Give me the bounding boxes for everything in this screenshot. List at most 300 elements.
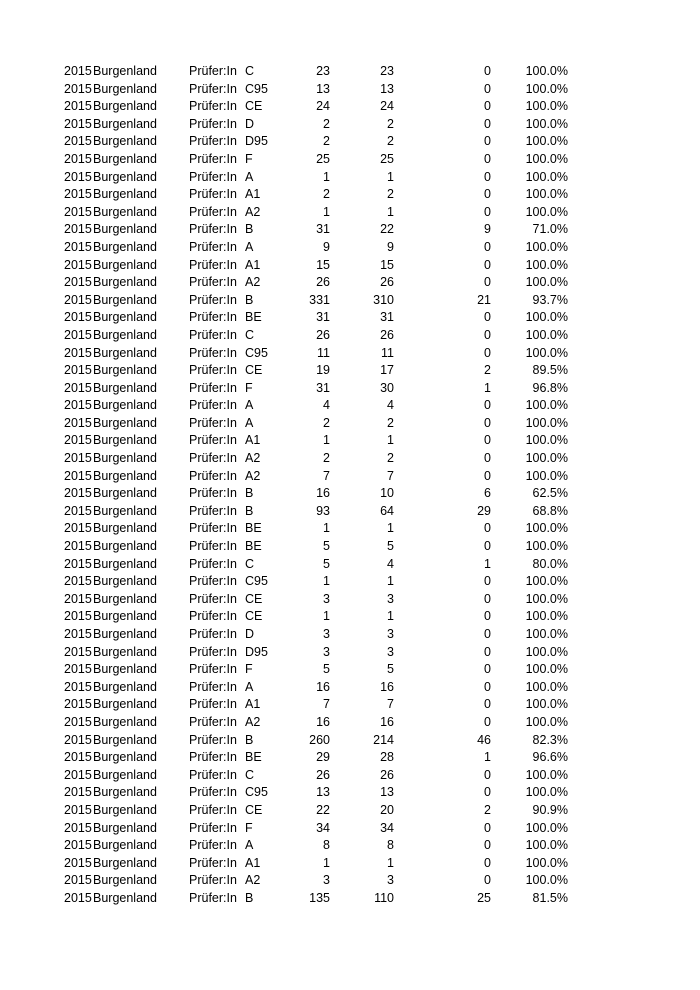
- year-cell: 2015: [64, 99, 92, 114]
- total-count-cell: 5: [323, 539, 330, 554]
- license-class-cell: A: [245, 838, 254, 853]
- failed-count-cell: 1: [484, 556, 491, 571]
- pass-rate-cell: 100.0%: [525, 591, 568, 606]
- total-count-cell: 2: [323, 415, 330, 430]
- role-cell: Prüfer:In: [189, 609, 237, 624]
- region-cell: Burgenland: [93, 134, 157, 149]
- role-cell: Prüfer:In: [189, 134, 237, 149]
- passed-count-cell: 30: [380, 380, 394, 395]
- role-cell: Prüfer:In: [189, 802, 237, 817]
- total-count-cell: 3: [323, 627, 330, 641]
- pass-rate-cell: 100.0%: [525, 820, 568, 835]
- year-cell: 2015: [64, 820, 92, 835]
- role-cell: Prüfer:In: [189, 116, 237, 131]
- passed-count-cell: 16: [380, 679, 394, 694]
- role-cell: Prüfer:In: [189, 732, 237, 747]
- failed-count-cell: 0: [484, 714, 491, 729]
- pass-rate-cell: 96.6%: [532, 750, 568, 765]
- region-cell: Burgenland: [93, 345, 157, 360]
- failed-count-cell: 0: [484, 64, 491, 78]
- pass-rate-cell: 100.0%: [525, 327, 568, 342]
- pass-rate-cell: 100.0%: [525, 767, 568, 782]
- total-count-cell: 2: [323, 451, 330, 466]
- year-cell: 2015: [64, 327, 92, 342]
- table-row: [0, 257, 700, 275]
- region-cell: Burgenland: [93, 767, 157, 782]
- pass-rate-cell: 100.0%: [525, 627, 568, 641]
- pass-rate-cell: 100.0%: [525, 468, 568, 483]
- region-cell: Burgenland: [93, 433, 157, 448]
- table-row: [0, 520, 700, 538]
- pass-rate-cell: 100.0%: [525, 873, 568, 888]
- pass-rate-cell: 100.0%: [525, 257, 568, 272]
- region-cell: Burgenland: [93, 310, 157, 325]
- region-cell: Burgenland: [93, 521, 157, 536]
- total-count-cell: 26: [316, 767, 330, 782]
- pass-rate-cell: 96.8%: [532, 380, 568, 395]
- region-cell: Burgenland: [93, 327, 157, 342]
- region-cell: Burgenland: [93, 239, 157, 254]
- total-count-cell: 2: [323, 116, 330, 131]
- table-row: [0, 63, 700, 81]
- total-count-cell: 34: [316, 820, 330, 835]
- pass-rate-cell: 71.0%: [532, 222, 568, 237]
- passed-count-cell: 11: [381, 345, 394, 360]
- pass-rate-cell: 100.0%: [525, 310, 568, 325]
- pass-rate-cell: 100.0%: [525, 697, 568, 712]
- pass-rate-cell: 100.0%: [525, 275, 568, 290]
- total-count-cell: 8: [323, 838, 330, 853]
- table-row: [0, 81, 700, 99]
- region-cell: Burgenland: [93, 662, 157, 677]
- year-cell: 2015: [64, 187, 92, 202]
- passed-count-cell: 1: [387, 521, 394, 536]
- license-class-cell: BE: [245, 521, 262, 536]
- failed-count-cell: 0: [484, 327, 491, 342]
- failed-count-cell: 9: [484, 222, 491, 237]
- failed-count-cell: 0: [484, 151, 491, 166]
- year-cell: 2015: [64, 380, 92, 395]
- role-cell: Prüfer:In: [189, 539, 237, 554]
- table-row: [0, 362, 700, 380]
- total-count-cell: 3: [323, 644, 330, 659]
- region-cell: Burgenland: [93, 64, 157, 78]
- total-count-cell: 16: [316, 714, 330, 729]
- role-cell: Prüfer:In: [189, 556, 237, 571]
- table-row: [0, 855, 700, 873]
- table-row: [0, 538, 700, 556]
- role-cell: Prüfer:In: [189, 627, 237, 641]
- failed-count-cell: 0: [484, 169, 491, 184]
- total-count-cell: 26: [316, 275, 330, 290]
- table-row: [0, 608, 700, 626]
- pass-rate-cell: 100.0%: [525, 116, 568, 131]
- year-cell: 2015: [64, 345, 92, 360]
- passed-count-cell: 3: [387, 627, 394, 641]
- role-cell: Prüfer:In: [189, 310, 237, 325]
- failed-count-cell: 21: [477, 292, 491, 307]
- year-cell: 2015: [64, 363, 92, 378]
- failed-count-cell: 0: [484, 697, 491, 712]
- total-count-cell: 1: [323, 521, 330, 536]
- pass-rate-cell: 68.8%: [532, 503, 568, 518]
- failed-count-cell: 0: [484, 855, 491, 870]
- failed-count-cell: 25: [477, 890, 491, 905]
- license-class-cell: F: [245, 820, 253, 835]
- pass-rate-cell: 100.0%: [525, 574, 568, 589]
- total-count-cell: 331: [309, 292, 330, 307]
- passed-count-cell: 26: [380, 327, 394, 342]
- total-count-cell: 1: [323, 169, 330, 184]
- total-count-cell: 26: [316, 327, 330, 342]
- role-cell: Prüfer:In: [189, 327, 237, 342]
- license-class-cell: A1: [245, 187, 261, 202]
- role-cell: Prüfer:In: [189, 345, 237, 360]
- table-row: [0, 661, 700, 679]
- year-cell: 2015: [64, 169, 92, 184]
- year-cell: 2015: [64, 398, 92, 413]
- role-cell: Prüfer:In: [189, 521, 237, 536]
- total-count-cell: 29: [316, 750, 330, 765]
- year-cell: 2015: [64, 591, 92, 606]
- pass-rate-cell: 90.9%: [532, 802, 568, 817]
- passed-count-cell: 3: [387, 591, 394, 606]
- region-cell: Burgenland: [93, 539, 157, 554]
- year-cell: 2015: [64, 785, 92, 800]
- table-row: [0, 345, 700, 363]
- license-class-cell: A2: [245, 714, 261, 729]
- role-cell: Prüfer:In: [189, 468, 237, 483]
- total-count-cell: 25: [316, 151, 330, 166]
- license-class-cell: B: [245, 222, 254, 237]
- region-cell: Burgenland: [93, 556, 157, 571]
- failed-count-cell: 0: [484, 609, 491, 624]
- failed-count-cell: 1: [484, 380, 491, 395]
- region-cell: Burgenland: [93, 363, 157, 378]
- role-cell: Prüfer:In: [189, 169, 237, 184]
- license-class-cell: A2: [245, 275, 261, 290]
- license-class-cell: F: [245, 662, 253, 677]
- table-row: [0, 327, 700, 345]
- pass-rate-cell: 100.0%: [525, 644, 568, 659]
- total-count-cell: 16: [316, 486, 330, 501]
- pass-rate-cell: 100.0%: [525, 99, 568, 114]
- failed-count-cell: 0: [484, 310, 491, 325]
- table-row: [0, 749, 700, 767]
- year-cell: 2015: [64, 714, 92, 729]
- region-cell: Burgenland: [93, 785, 157, 800]
- table-row: [0, 186, 700, 204]
- pass-rate-cell: 100.0%: [525, 521, 568, 536]
- table-row: [0, 151, 700, 169]
- total-count-cell: 5: [323, 662, 330, 677]
- total-count-cell: 31: [316, 380, 330, 395]
- role-cell: Prüfer:In: [189, 785, 237, 800]
- region-cell: Burgenland: [93, 697, 157, 712]
- table-row: [0, 397, 700, 415]
- pass-rate-cell: 100.0%: [525, 169, 568, 184]
- region-cell: Burgenland: [93, 750, 157, 765]
- license-class-cell: D: [245, 116, 255, 131]
- role-cell: Prüfer:In: [189, 714, 237, 729]
- total-count-cell: 7: [323, 697, 330, 712]
- table-row: [0, 432, 700, 450]
- passed-count-cell: 9: [387, 239, 394, 254]
- pass-rate-cell: 100.0%: [525, 134, 568, 149]
- passed-count-cell: 34: [380, 820, 394, 835]
- failed-count-cell: 0: [484, 239, 491, 254]
- region-cell: Burgenland: [93, 398, 157, 413]
- failed-count-cell: 0: [484, 767, 491, 782]
- year-cell: 2015: [64, 503, 92, 518]
- passed-count-cell: 2: [387, 116, 394, 131]
- passed-count-cell: 2: [387, 187, 394, 202]
- role-cell: Prüfer:In: [189, 855, 237, 870]
- year-cell: 2015: [64, 890, 92, 905]
- region-cell: Burgenland: [93, 732, 157, 747]
- total-count-cell: 2: [323, 134, 330, 149]
- total-count-cell: 1: [323, 855, 330, 870]
- region-cell: Burgenland: [93, 486, 157, 501]
- pass-rate-cell: 100.0%: [525, 204, 568, 219]
- year-cell: 2015: [64, 204, 92, 219]
- passed-count-cell: 13: [380, 81, 394, 96]
- failed-count-cell: 0: [484, 433, 491, 448]
- failed-count-cell: 0: [484, 398, 491, 413]
- role-cell: Prüfer:In: [189, 750, 237, 765]
- failed-count-cell: 0: [484, 451, 491, 466]
- region-cell: Burgenland: [93, 627, 157, 641]
- total-count-cell: 2: [323, 187, 330, 202]
- year-cell: 2015: [64, 292, 92, 307]
- passed-count-cell: 1: [387, 169, 394, 184]
- year-cell: 2015: [64, 310, 92, 325]
- role-cell: Prüfer:In: [189, 415, 237, 430]
- license-class-cell: A2: [245, 204, 261, 219]
- license-class-cell: D95: [245, 644, 268, 659]
- passed-count-cell: 1: [387, 574, 394, 589]
- license-class-cell: A: [245, 398, 254, 413]
- table-row: [0, 784, 700, 802]
- passed-count-cell: 22: [380, 222, 394, 237]
- role-cell: Prüfer:In: [189, 486, 237, 501]
- license-class-cell: A: [245, 415, 254, 430]
- license-class-cell: A: [245, 679, 254, 694]
- total-count-cell: 135: [309, 890, 330, 905]
- license-class-cell: BE: [245, 310, 262, 325]
- total-count-cell: 31: [316, 222, 330, 237]
- region-cell: Burgenland: [93, 275, 157, 290]
- region-cell: Burgenland: [93, 890, 157, 905]
- year-cell: 2015: [64, 732, 92, 747]
- pass-rate-cell: 100.0%: [525, 785, 568, 800]
- total-count-cell: 93: [316, 503, 330, 518]
- table-row: [0, 820, 700, 838]
- data-table: [0, 63, 700, 908]
- role-cell: Prüfer:In: [189, 239, 237, 254]
- passed-count-cell: 24: [380, 99, 394, 114]
- passed-count-cell: 25: [380, 151, 394, 166]
- year-cell: 2015: [64, 521, 92, 536]
- table-row: [0, 309, 700, 327]
- region-cell: Burgenland: [93, 838, 157, 853]
- failed-count-cell: 0: [484, 81, 491, 96]
- license-class-cell: F: [245, 151, 253, 166]
- year-cell: 2015: [64, 451, 92, 466]
- license-class-cell: C95: [245, 81, 268, 96]
- total-count-cell: 3: [323, 591, 330, 606]
- failed-count-cell: 46: [477, 732, 491, 747]
- failed-count-cell: 0: [484, 187, 491, 202]
- passed-count-cell: 13: [380, 785, 394, 800]
- license-class-cell: A1: [245, 257, 261, 272]
- license-class-cell: A: [245, 239, 254, 254]
- passed-count-cell: 1: [387, 855, 394, 870]
- table-row: [0, 468, 700, 486]
- pass-rate-cell: 100.0%: [525, 151, 568, 166]
- total-count-cell: 1: [323, 204, 330, 219]
- license-class-cell: B: [245, 486, 254, 501]
- total-count-cell: 24: [316, 99, 330, 114]
- total-count-cell: 1: [323, 433, 330, 448]
- year-cell: 2015: [64, 627, 92, 641]
- failed-count-cell: 0: [484, 574, 491, 589]
- year-cell: 2015: [64, 697, 92, 712]
- license-class-cell: A1: [245, 697, 261, 712]
- license-class-cell: CE: [245, 609, 263, 624]
- pass-rate-cell: 100.0%: [525, 433, 568, 448]
- table-row: [0, 169, 700, 187]
- failed-count-cell: 0: [484, 468, 491, 483]
- passed-count-cell: 10: [380, 486, 394, 501]
- region-cell: Burgenland: [93, 222, 157, 237]
- table-row: [0, 274, 700, 292]
- license-class-cell: A: [245, 169, 254, 184]
- year-cell: 2015: [64, 873, 92, 888]
- role-cell: Prüfer:In: [189, 644, 237, 659]
- role-cell: Prüfer:In: [189, 820, 237, 835]
- total-count-cell: 13: [316, 81, 330, 96]
- pass-rate-cell: 100.0%: [525, 679, 568, 694]
- passed-count-cell: 26: [380, 767, 394, 782]
- passed-count-cell: 5: [387, 662, 394, 677]
- total-count-cell: 23: [316, 64, 330, 78]
- table-row: [0, 573, 700, 591]
- role-cell: Prüfer:In: [189, 292, 237, 307]
- failed-count-cell: 0: [484, 134, 491, 149]
- year-cell: 2015: [64, 275, 92, 290]
- year-cell: 2015: [64, 222, 92, 237]
- pass-rate-cell: 80.0%: [532, 556, 568, 571]
- year-cell: 2015: [64, 257, 92, 272]
- total-count-cell: 5: [323, 556, 330, 571]
- passed-count-cell: 2: [387, 415, 394, 430]
- license-class-cell: CE: [245, 363, 263, 378]
- failed-count-cell: 0: [484, 257, 491, 272]
- year-cell: 2015: [64, 802, 92, 817]
- region-cell: Burgenland: [93, 503, 157, 518]
- region-cell: Burgenland: [93, 415, 157, 430]
- license-class-cell: BE: [245, 750, 262, 765]
- failed-count-cell: 6: [484, 486, 491, 501]
- role-cell: Prüfer:In: [189, 151, 237, 166]
- pass-rate-cell: 100.0%: [525, 64, 568, 78]
- total-count-cell: 260: [309, 732, 330, 747]
- region-cell: Burgenland: [93, 609, 157, 624]
- role-cell: Prüfer:In: [189, 662, 237, 677]
- year-cell: 2015: [64, 81, 92, 96]
- license-class-cell: C: [245, 327, 255, 342]
- pass-rate-cell: 100.0%: [525, 714, 568, 729]
- table-row: [0, 644, 700, 662]
- license-class-cell: F: [245, 380, 253, 395]
- table-row: [0, 802, 700, 820]
- table-row: [0, 556, 700, 574]
- region-cell: Burgenland: [93, 802, 157, 817]
- failed-count-cell: 0: [484, 838, 491, 853]
- pass-rate-cell: 100.0%: [525, 239, 568, 254]
- year-cell: 2015: [64, 662, 92, 677]
- pass-rate-cell: 81.5%: [532, 890, 568, 905]
- passed-count-cell: 310: [373, 292, 394, 307]
- region-cell: Burgenland: [93, 99, 157, 114]
- table-row: [0, 380, 700, 398]
- license-class-cell: D: [245, 627, 255, 641]
- failed-count-cell: 0: [484, 785, 491, 800]
- license-class-cell: CE: [245, 99, 263, 114]
- region-cell: Burgenland: [93, 116, 157, 131]
- role-cell: Prüfer:In: [189, 451, 237, 466]
- passed-count-cell: 20: [380, 802, 394, 817]
- failed-count-cell: 0: [484, 662, 491, 677]
- passed-count-cell: 64: [380, 503, 394, 518]
- pass-rate-cell: 93.7%: [532, 292, 568, 307]
- year-cell: 2015: [64, 116, 92, 131]
- total-count-cell: 1: [323, 609, 330, 624]
- table-row: [0, 714, 700, 732]
- total-count-cell: 7: [323, 468, 330, 483]
- region-cell: Burgenland: [93, 855, 157, 870]
- year-cell: 2015: [64, 539, 92, 554]
- region-cell: Burgenland: [93, 451, 157, 466]
- region-cell: Burgenland: [93, 468, 157, 483]
- pass-rate-cell: 100.0%: [525, 855, 568, 870]
- failed-count-cell: 0: [484, 116, 491, 131]
- passed-count-cell: 15: [380, 257, 394, 272]
- failed-count-cell: 0: [484, 415, 491, 430]
- pass-rate-cell: 100.0%: [525, 838, 568, 853]
- total-count-cell: 19: [316, 363, 330, 378]
- failed-count-cell: 0: [484, 644, 491, 659]
- passed-count-cell: 8: [387, 838, 394, 853]
- table-row: [0, 732, 700, 750]
- region-cell: Burgenland: [93, 151, 157, 166]
- role-cell: Prüfer:In: [189, 99, 237, 114]
- total-count-cell: 16: [316, 679, 330, 694]
- region-cell: Burgenland: [93, 820, 157, 835]
- table-row: [0, 503, 700, 521]
- region-cell: Burgenland: [93, 644, 157, 659]
- failed-count-cell: 0: [484, 204, 491, 219]
- failed-count-cell: 0: [484, 820, 491, 835]
- year-cell: 2015: [64, 239, 92, 254]
- region-cell: Burgenland: [93, 292, 157, 307]
- table-row: [0, 767, 700, 785]
- failed-count-cell: 0: [484, 539, 491, 554]
- failed-count-cell: 0: [484, 345, 491, 360]
- license-class-cell: C95: [245, 574, 268, 589]
- table-row: [0, 98, 700, 116]
